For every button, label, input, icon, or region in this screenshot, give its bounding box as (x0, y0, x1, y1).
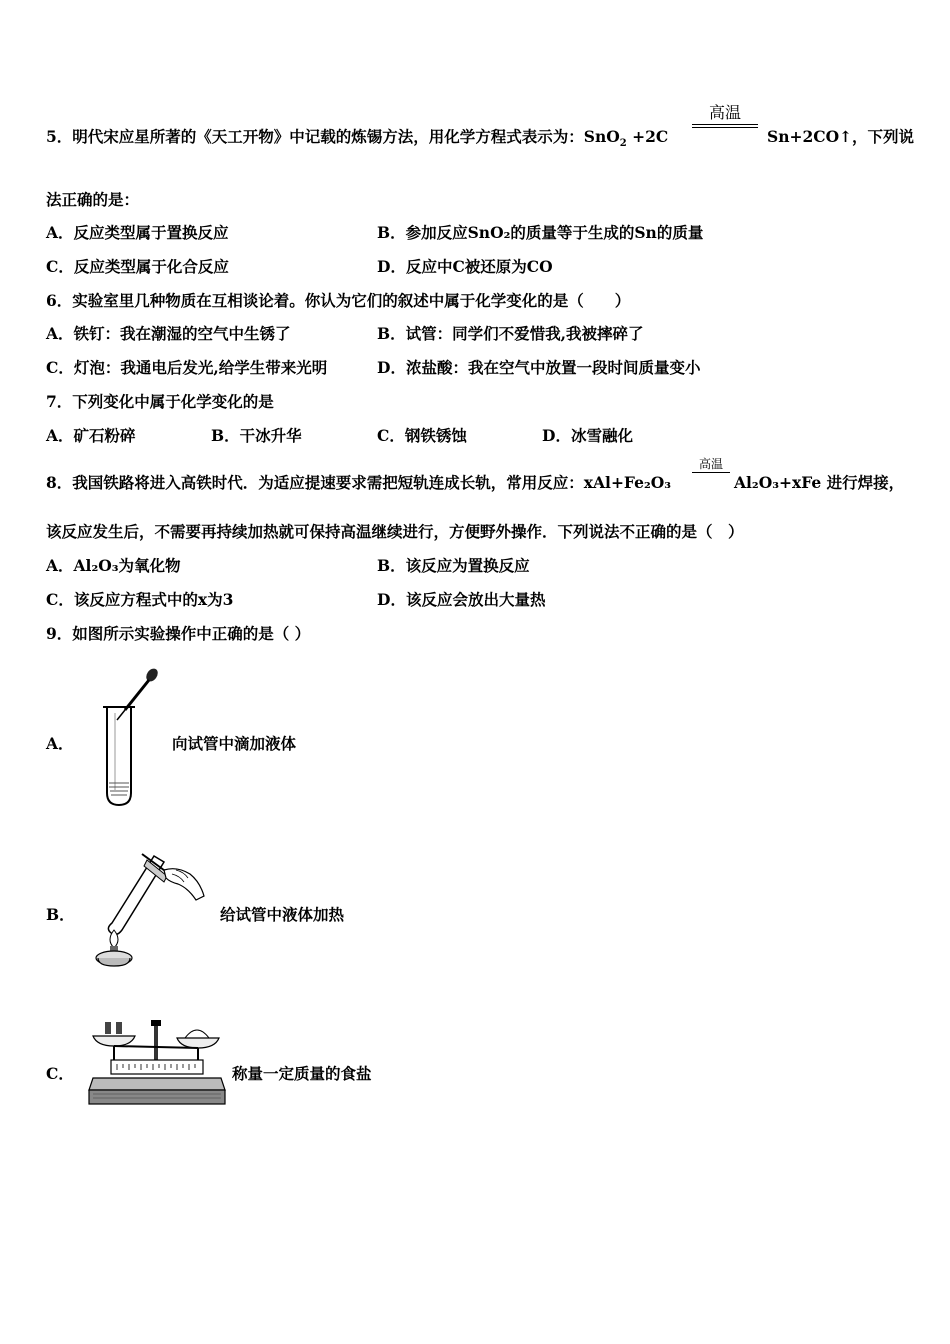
q5-subscript: 2 (619, 138, 627, 150)
balance-scale-figure (87, 1016, 227, 1108)
q8-option-a[interactable]: A．Al₂O₃为氧化物 (46, 556, 181, 575)
q5-condition: 高温 (708, 103, 741, 122)
q9-option-a-label[interactable]: A． (46, 734, 74, 753)
q5-option-d[interactable]: D．反应中C被还原为CO (377, 257, 553, 276)
q8-option-c[interactable]: C．该反应方程式中的x为3 (46, 590, 234, 609)
q5-option-a[interactable]: A．反应类型属于置换反应 (46, 223, 229, 242)
q6-option-a[interactable]: A．铁钉：我在潮湿的空气中生锈了 (46, 324, 291, 343)
q7-option-d[interactable]: D．冰雪融化 (542, 426, 633, 445)
q6-option-b[interactable]: B．试管：同学们不爱惜我,我被摔碎了 (377, 324, 644, 343)
q7-option-b[interactable]: B．干冰升华 (211, 426, 302, 445)
q5-equals-sign (692, 124, 758, 128)
q9-option-a-text: 向试管中滴加液体 (172, 734, 297, 753)
heating-test-tube-figure (92, 848, 212, 968)
q9-option-c-label[interactable]: C． (46, 1064, 74, 1083)
q8-condition: 高温 (698, 457, 723, 471)
q5-stem-line1 (46, 126, 668, 155)
q5-text-before: 5．明代宋应星所著的《天工开物》中记载的炼锡方法，用化学方程式表示为：SnO (46, 127, 620, 146)
q5-stem-line2: 法正确的是： (46, 190, 140, 209)
q9-option-c-text: 称量一定质量的食盐 (232, 1064, 372, 1083)
q5-option-b[interactable]: B．参加反应SnO₂的质量等于生成的Sn的质量 (377, 223, 704, 242)
q7-option-c[interactable]: C．钢铁锈蚀 (377, 426, 467, 445)
q8-option-b[interactable]: B．该反应为置换反应 (377, 556, 530, 575)
q9-stem: 9．如图所示实验操作中正确的是（ ） (46, 624, 311, 643)
q8-text-after: Al₂O₃+xFe 进行焊接， (734, 473, 905, 492)
q5-text-after: Sn+2CO↑，下列说 (767, 127, 915, 146)
q6-option-d[interactable]: D．浓盐酸：我在空气中放置一段时间质量变小 (377, 358, 701, 377)
q7-stem: 7．下列变化中属于化学变化的是 (46, 392, 274, 411)
q5-text-mid: +2C (626, 127, 669, 146)
q8-text-before: 8．我国铁路将进入高铁时代．为适应提速要求需把短轨连成长轨，常用反应：xAl+Fe₂O₃ (46, 473, 672, 492)
dropper-test-tube-figure (95, 665, 165, 810)
q9-option-b-label[interactable]: B． (46, 905, 75, 924)
q5-option-c[interactable]: C．反应类型属于化合反应 (46, 257, 229, 276)
q7-option-a[interactable]: A．矿石粉碎 (46, 426, 136, 445)
q9-option-b-text: 给试管中液体加热 (220, 905, 345, 924)
q6-option-c[interactable]: C．灯泡：我通电后发光,给学生带来光明 (46, 358, 328, 377)
q8-stem-line2: 该反应发生后，不需要再持续加热就可保持高温继续进行，方便野外操作．下列说法不正确的是（ ） (46, 522, 744, 541)
q8-option-d[interactable]: D．该反应会放出大量热 (377, 590, 546, 609)
q8-equals-sign (692, 472, 730, 473)
q6-stem: 6．实验室里几种物质在互相谈论着。你认为它们的叙述中属于化学变化的是（ ） (46, 291, 631, 310)
